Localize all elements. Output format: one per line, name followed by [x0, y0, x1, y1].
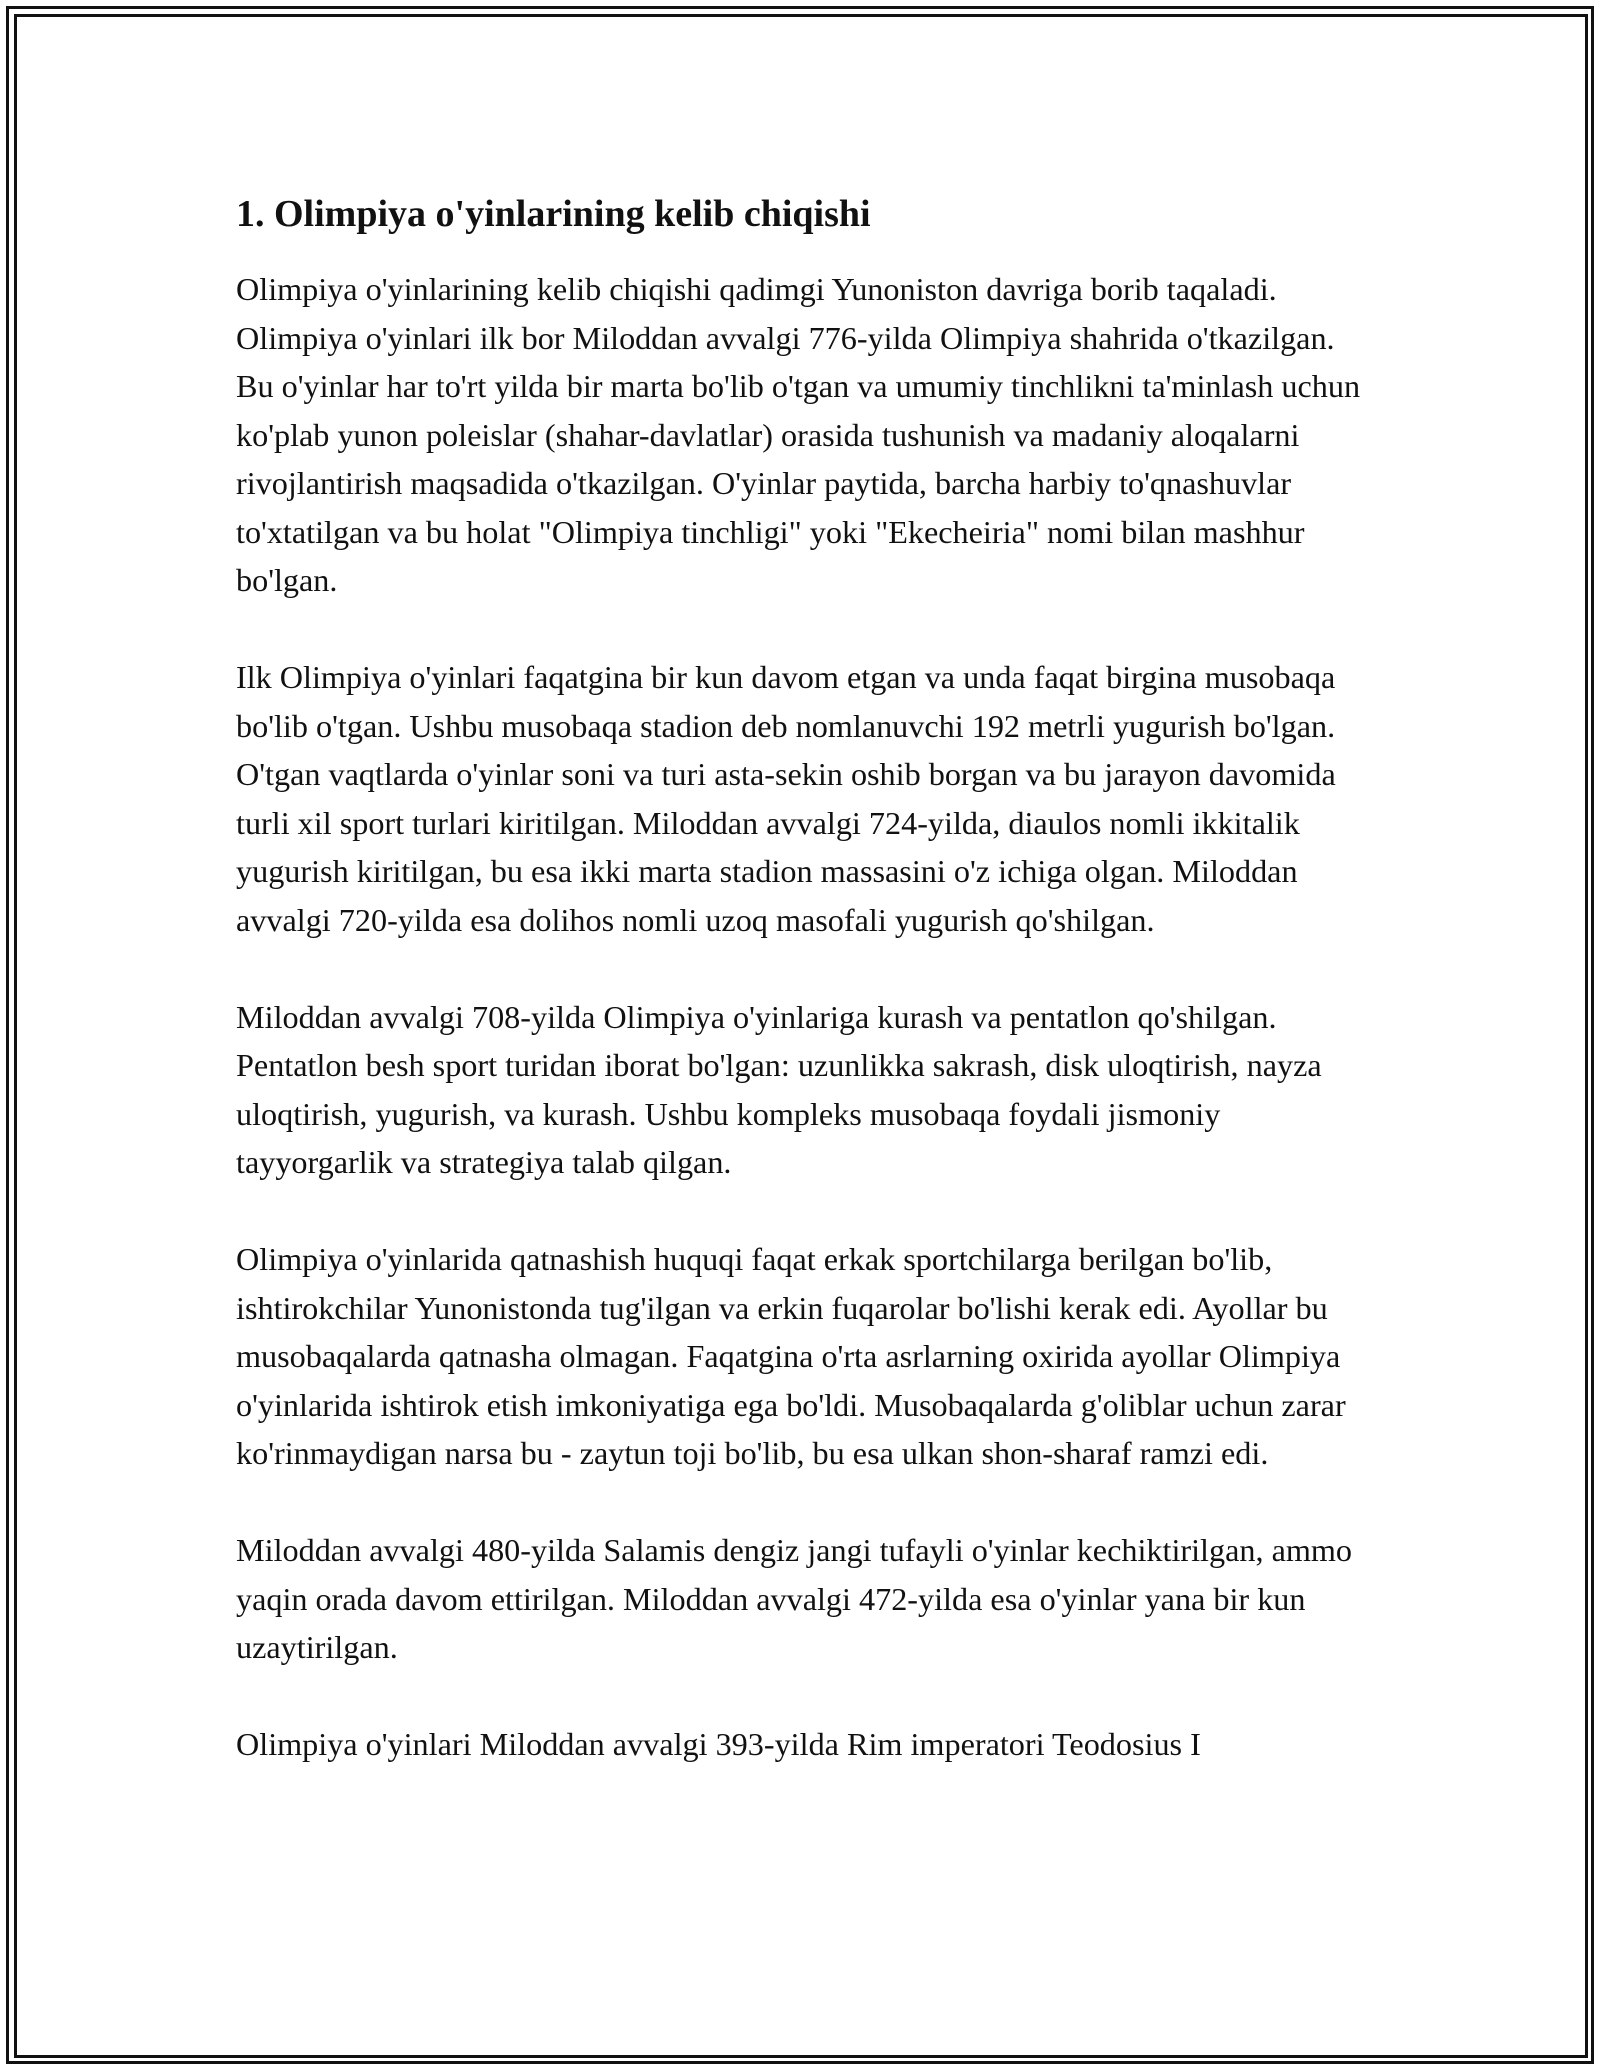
document-page — [236, 180, 1366, 1817]
paragraph-origins: Olimpiya o'yinlarining kelib chiqishi qadimgi Yunoniston davriga borib taqaladi. Olimpiya o'yinlari ilk bor Miloddan avvalgi 776-yilda Olimpiya shahrida o'tkazilgan. Bu o'yinlar har to'rt yilda bir marta bo'lib o'tgan va umumiy tinchlikni ta'minlash uchun ko'plab yunon poleislar (shahar-davlatlar) orasida tushunish va madaniy aloqalarni rivojlantirish maqsadida o'tkazilgan. O'yinlar paytida, barcha harbiy to'qnashuvlar to'xtatilgan va bu holat "Olimpiya tinchligi" yoki "Ekecheiria" nomi bilan mashhur bo'lgan. — [236, 271, 1361, 599]
paragraph-pentathlon: Miloddan avvalgi 708-yilda Olimpiya o'yinlariga kurash va pentatlon qo'shilgan. Pentatlon besh sport turidan iborat bo'lgan: uzunlikka sakrash, disk uloqtirish, nayza uloqtirish, yugurish, va kurash. Ushbu kompleks musobaqa foydali jismoniy tayyorgarlik va strategiya talab qilgan. — [236, 998, 1322, 1181]
paragraph-theodosius: Olimpiya o'yinlari Miloddan avvalgi 393-yilda Rim imperatori Teodosius I — [236, 1726, 1201, 1763]
paragraph-participation: Olimpiya o'yinlarida qatnashish huquqi faqat erkak sportchilarga berilgan bo'lib, ishtirokchilar Yunonistonda tug'ilgan va erkin fuqarolar bo'lishi kerak edi. Ayollar bu musobaqalarda qatnasha olmagan. Faqatgina o'rta asrlarning oxirida ayollar Olimpiya o'yinlarida ishtirok etish imkoniyatiga ega bo'ldi. Musobaqalarda g'oliblar uchun zarar ko'rinmaydigan narsa bu - zaytun toji bo'lib, bu esa ulkan shon-sharaf ramzi edi. — [236, 1241, 1346, 1472]
paragraph-salamis: Miloddan avvalgi 480-yilda Salamis dengiz jangi tufayli o'yinlar kechiktirilgan, ammo yaqin orada davom ettirilgan. Miloddan avvalgi 472-yilda esa o'yinlar yana bir kun uzaytirilgan. — [236, 1532, 1353, 1666]
paragraph-first-games: Ilk Olimpiya o'yinlari faqatgina bir kun davom etgan va unda faqat birgina musobaqa bo'lib o'tgan. Ushbu musobaqa stadion deb nomlanuvchi 192 metrli yugurish bo'lgan. O'tgan vaqtlarda o'yinlar soni va turi asta-sekin oshib borgan va bu jarayon davomida turli xil sport turlari kiritilgan. Miloddan avvalgi 724-yilda, diaulos nomli ikkitalik yugurish kiritilgan, bu esa ikki marta stadion massasini o'z ichiga olgan. Miloddan avvalgi 720-yilda esa dolihos nomli uzoq masofali yugurish qo'shilgan. — [236, 659, 1336, 938]
section-title: 1. Olimpiya o'yinlarining kelib chiqishi — [236, 193, 871, 235]
